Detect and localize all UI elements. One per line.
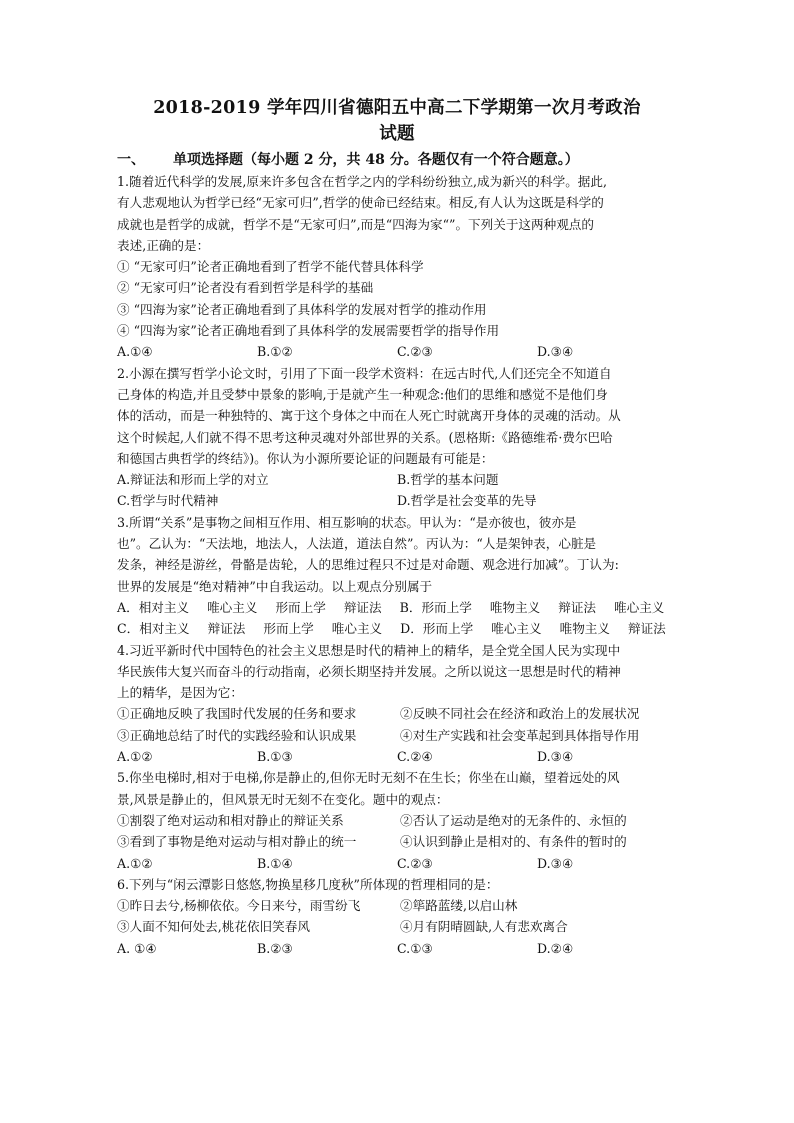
section-heading [117, 149, 677, 171]
question-stem-line: 上的精华，是因为它： [117, 685, 243, 701]
question-stem-line: 3.所谓“关系”是事物之间相互作用、相互影响的状态。甲认为：“是亦彼也，彼亦是 [117, 514, 577, 530]
option-b[interactable]: B.①② [257, 344, 293, 360]
option-a[interactable]: A.①② [117, 855, 153, 871]
title-line-2: 试题 [379, 124, 415, 144]
question-stem-line: 6.下列与“闲云潭影日悠悠,物换星移几度秋”所体现的哲理相同的是： [117, 876, 499, 892]
option-c[interactable]: C.哲学与时代精神 [117, 493, 219, 509]
option-a[interactable]: A. ①④ [117, 940, 157, 956]
answer-options [117, 341, 677, 362]
statement-item: ④对生产实践和社会变革起到具体指导作用 [400, 727, 640, 743]
question-stem-line: 华民族伟大复兴而奋斗的行动指南，必须长期坚持并发展。之所以说这一思想是时代的精神 [117, 663, 621, 679]
answer-options [117, 469, 677, 490]
question-stem-line: 成就也是哲学的成就，哲学不是“无家可归”,而是“四海为家“”。下列关于这两种观点的 [117, 216, 594, 232]
option-c[interactable]: C.②④ [397, 749, 433, 765]
statement-row [117, 725, 677, 746]
exam-title [117, 95, 677, 147]
option-term: 唯物主义 [489, 599, 541, 615]
question-4 [117, 640, 677, 768]
option-a[interactable]: A.①④ [117, 344, 153, 360]
statement-row [117, 831, 677, 852]
statement-item: ④认识到静止是相对的、有条件的暂时的 [400, 834, 627, 850]
question-stem-line: 发条，神经是游丝，骨骼是齿轮，人的思维过程只不过是对命题、观念进行加减”。丁认为: [117, 557, 619, 573]
exam-page [117, 95, 677, 959]
statement-item: ③ “四海为家”论者正确地看到了具体科学的发展对哲学的推动作用 [117, 301, 487, 317]
option-term: 唯物主义 [559, 621, 610, 637]
option-d[interactable]: D.③④ [537, 344, 574, 360]
question-1 [117, 171, 677, 363]
statement-row [117, 703, 677, 724]
question-3 [117, 512, 677, 640]
option-a[interactable]: A.辩证法和形而上学的对立 [117, 472, 269, 488]
option-term: 形而上学 [263, 621, 314, 637]
statement-row [117, 895, 677, 916]
statement-item: ②反映不同社会在经济和政治上的发展状况 [400, 706, 640, 722]
answer-options-row [117, 618, 677, 639]
option-c[interactable]: C.②③ [397, 855, 433, 871]
statement-item: ①正确地反映了我国时代发展的任务和要求 [117, 706, 357, 722]
question-stem-line: 体的活动，而是一种独特的、寓于这个身体之中而在人死亡时就离开身体的灵魂的活动。从 [117, 408, 621, 424]
option-a[interactable]: A．相对主义 [117, 599, 190, 615]
option-term: 唯心主义 [614, 599, 665, 615]
option-b[interactable]: B.②③ [257, 940, 293, 956]
statement-row [117, 916, 677, 937]
question-stem-line: 有人悲观地认为哲学已经“无家可归”,哲学的使命已经结束。相反,有人认为这既是科学的 [117, 195, 604, 211]
statement-item: ① “无家可归”论者正确地看到了哲学不能代替具体科学 [117, 259, 424, 275]
option-c[interactable]: C.①③ [397, 940, 433, 956]
question-stem-line: 世界的发展是“绝对精神”中自我运动。以上观点分别属于 [117, 578, 433, 594]
question-stem-line: 也”。乙认为：“天法地，地法人，人法道，道法自然”。丙认为：“人是架钟表，心脏是 [117, 536, 597, 552]
question-stem-line: 5.你坐电梯时,相对于电梯,你是静止的,但你无时无刻不在生长；你坐在山巅，望着远处的风 [117, 770, 620, 786]
question-5 [117, 767, 677, 873]
question-stem-line: 1.随着近代科学的发展,原来许多包含在哲学之内的学科纷纷独立,成为新兴的科学。据此, [117, 174, 607, 189]
statement-item: ④月有阴晴圆缺,人有悲欢离合 [400, 919, 568, 935]
option-b[interactable]: B.①③ [257, 749, 293, 765]
option-d[interactable]: D.③④ [537, 749, 574, 765]
option-b[interactable]: B.①④ [257, 855, 293, 871]
statement-item: ①割裂了绝对运动和相对静止的辩证关系 [117, 812, 344, 828]
section-number: 一、 [117, 152, 145, 168]
statement-item: ①昨日去兮,杨柳依依。今日来兮，雨雪纷飞 [117, 898, 361, 914]
answer-options [117, 746, 677, 767]
option-a[interactable]: A.①② [117, 749, 153, 765]
statement-item: ②否认了运动是绝对的无条件的、永恒的 [400, 812, 627, 828]
question-stem-line: 2.小源在撰写哲学小论文时，引用了下面一段学术资料：在远古时代,人们还完全不知道自 [117, 365, 612, 381]
answer-options-row [117, 597, 677, 618]
question-stem-line: 己身体的构造,并且受梦中景象的影响,于是就产生一种观念:他们的思维和感觉不是他们身 [117, 386, 608, 402]
option-term: 辩证法 [343, 599, 382, 615]
question-stem-line: 这个时候起,人们就不得不思考这种灵魂对外部世界的关系。(恩格斯:《路德维希·费尔巴哈 [117, 429, 613, 445]
question-stem-line: 4.习近平新时代中国特色的社会主义思想是时代的精神上的精华，是全党全国人民为实现中 [117, 642, 621, 658]
option-b[interactable]: B．形而上学 [399, 599, 472, 615]
option-d[interactable]: D．形而上学 [400, 621, 474, 637]
question-6 [117, 874, 677, 959]
option-term: 辩证法 [558, 599, 596, 615]
option-c[interactable]: C．相对主义 [117, 621, 190, 637]
statement-item: ③正确地总结了时代的实践经验和认识成果 [117, 727, 357, 743]
option-term: 唯心主义 [491, 621, 542, 637]
option-d[interactable]: D.③④ [537, 855, 574, 871]
option-term: 唯心主义 [331, 621, 383, 637]
section-text: 单项选择题（每小题 2 分，共 48 分。各题仅有一个符合题意。） [173, 152, 579, 168]
answer-options [117, 490, 677, 511]
statement-item: ③看到了事物是绝对运动与相对静止的统一 [117, 834, 357, 850]
title-line-1: 2018-2019 学年四川省德阳五中高二下学期第一次月考政治 [153, 98, 641, 118]
answer-options [117, 938, 677, 959]
option-term: 形而上学 [275, 599, 326, 615]
option-c[interactable]: C.②③ [397, 344, 433, 360]
question-stem-line: 和德国古典哲学的终结》)。你认为小源所要论证的问题最有可能是： [117, 450, 494, 466]
option-term: 唯心主义 [207, 599, 258, 615]
option-term: 辩证法 [627, 621, 666, 637]
question-stem-line: 景,风景是静止的，但风景无时无刻不在变化。题中的观点： [117, 791, 449, 807]
question-stem-line: 表述,正确的是： [117, 237, 210, 253]
statement-item: ②筚路蓝缕,以启山林 [400, 898, 518, 914]
statement-item: ④ “四海为家”论者正确地看到了具体科学的发展需要哲学的指导作用 [117, 323, 500, 339]
option-b[interactable]: B.哲学的基本问题 [397, 472, 499, 488]
answer-options [117, 853, 677, 874]
option-d[interactable]: D.哲学是社会变革的先导 [397, 493, 537, 509]
statement-item: ② “无家可归”论者没有看到哲学是科学的基础 [117, 280, 374, 296]
question-2 [117, 363, 677, 512]
option-term: 辩证法 [207, 621, 246, 637]
statement-row [117, 810, 677, 831]
option-d[interactable]: D.②④ [537, 940, 574, 956]
statement-item: ③人面不知何处去,桃花依旧笑春风 [117, 919, 310, 935]
